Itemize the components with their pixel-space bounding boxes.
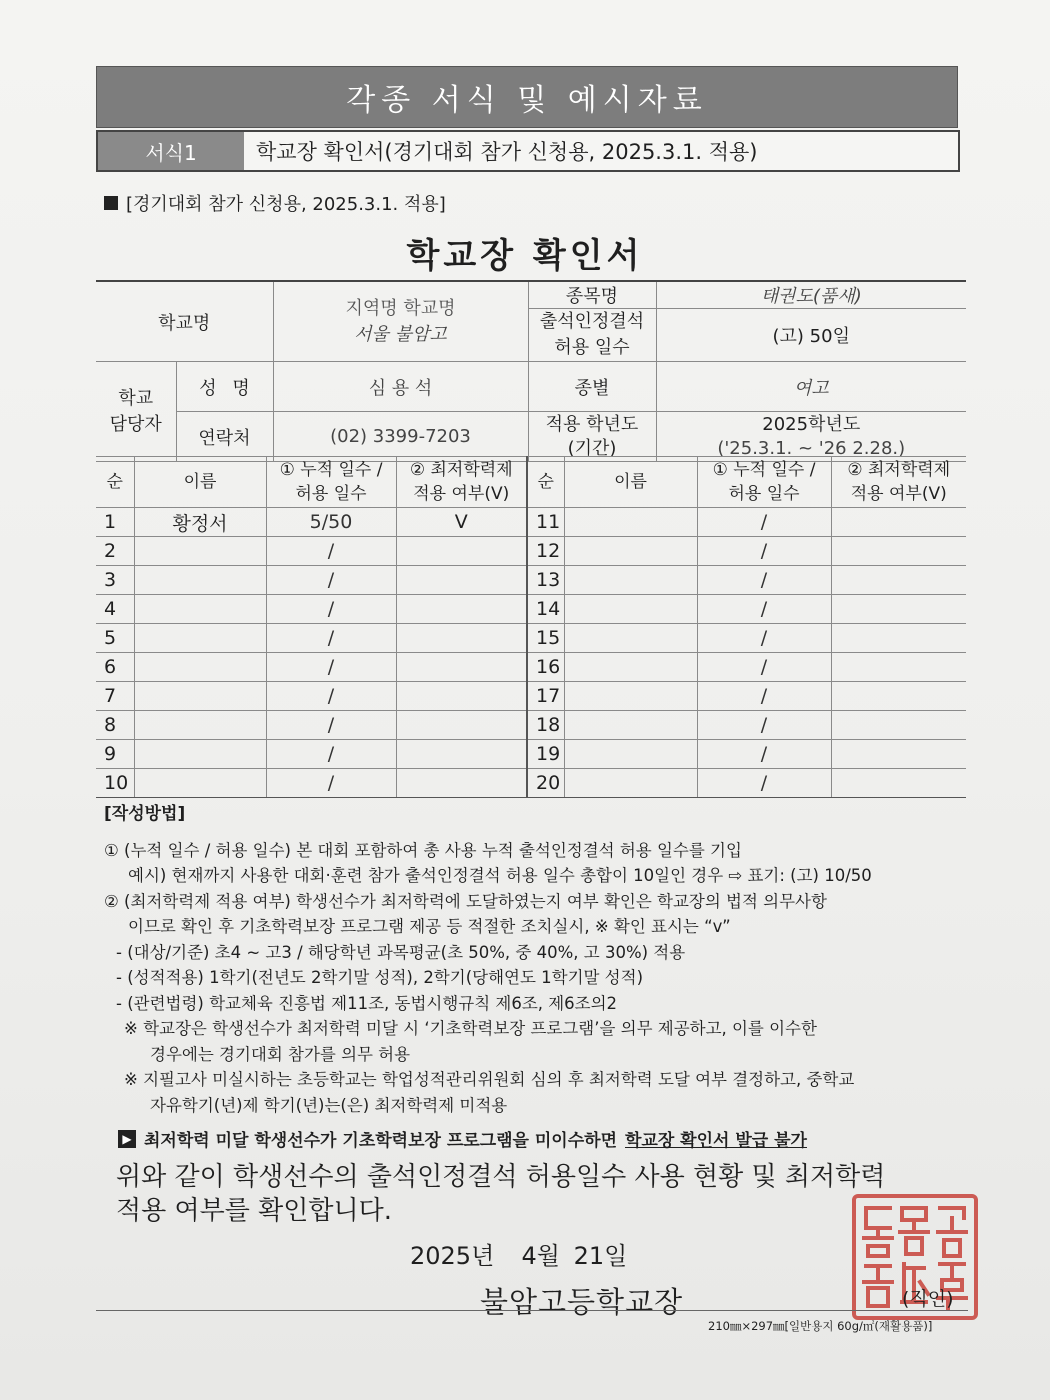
table-header	[96, 457, 966, 508]
name-label: 성 명	[176, 362, 273, 412]
issue-date: 2025년 4월 21일	[410, 1242, 628, 1270]
student-name	[134, 769, 266, 798]
min-check-cell	[831, 508, 966, 537]
type-label: 종별	[528, 362, 656, 412]
section-banner: 각종 서식 및 예시자료	[96, 66, 958, 128]
col-min-2	[831, 457, 966, 508]
table-row	[96, 624, 966, 653]
instruction-line: 예시) 현재까지 사용한 대회·훈련 참가 출석인정결석 허용 일수 총합이 10일인 경우 ⇨ 표기: (고) 10/50	[128, 866, 872, 885]
table-row	[96, 566, 966, 595]
row-number: 19	[527, 740, 564, 769]
sport-label: 종목명	[528, 281, 656, 309]
col-days-label: ① 누적 일수 /	[279, 460, 383, 480]
student-name	[134, 682, 266, 711]
seal-label: (직인)	[902, 1288, 954, 1310]
student-name	[564, 508, 697, 537]
student-name	[564, 537, 697, 566]
days-cell: /	[266, 624, 396, 653]
instruction-line: - (관련법령) 학교체육 진흥법 제11조, 동법시행규칙 제6조, 제6조의2	[116, 993, 618, 1013]
days-cell: /	[697, 508, 831, 537]
col-min-label: ② 최저학력제	[409, 460, 513, 480]
row-number: 10	[96, 769, 134, 798]
student-name	[134, 740, 266, 769]
year-label: 적용 학년도	[545, 413, 639, 435]
student-name	[134, 653, 266, 682]
row-number: 1	[96, 508, 134, 537]
student-name	[564, 653, 697, 682]
instruction-line: ② (최저학력제 적용 여부) 학생선수가 최저학력에 도달하였는지 여부 확인은 학교장의 법적 의무사항	[104, 891, 827, 911]
school-label: 학교명	[96, 281, 273, 362]
days-cell: /	[697, 769, 831, 798]
instruction-line: 자유학기(년)제 학기(년)는(은) 최저학력제 미적용	[150, 1095, 508, 1115]
row-number: 8	[96, 711, 134, 740]
col-name: 이름	[134, 457, 266, 508]
instruction-line: ※ 학교장은 학생선수가 최저학력 미달 시 ‘기초학력보장 프로그램’을 의무 제공하고, 이를 이수한	[124, 1019, 817, 1038]
table-row	[96, 653, 966, 682]
days-cell: /	[697, 711, 831, 740]
arrow-right-icon: ▶	[118, 1130, 136, 1148]
min-check-cell	[831, 566, 966, 595]
contact-label: 연락처	[176, 412, 273, 462]
sport-value: 태권도(품새)	[656, 281, 966, 309]
days-cell: /	[697, 566, 831, 595]
col-min-label-2: 적용 여부(V)	[413, 484, 510, 504]
student-name	[564, 769, 697, 798]
row-number: 5	[96, 624, 134, 653]
instruction-line: 이므로 확인 후 기초학력보장 프로그램 제공 등 적절한 조치실시, ※ 확인 표시는 “v”	[128, 917, 731, 936]
row-number: 20	[527, 769, 564, 798]
days-cell: /	[266, 682, 396, 711]
col-min-label: ② 최저학력제	[847, 460, 951, 480]
days-cell: /	[697, 624, 831, 653]
days-cell: /	[266, 566, 396, 595]
table-row	[96, 508, 966, 537]
row-number: 16	[527, 653, 564, 682]
student-table	[96, 456, 966, 798]
instruction-line: - (대상/기준) 초4 ~ 고3 / 해당학년 과목평균(초 50%, 중 40%, 고 30%) 적용	[116, 942, 686, 962]
col-no-2: 순	[527, 457, 564, 508]
col-days-2	[697, 457, 831, 508]
table-row	[96, 682, 966, 711]
min-check-cell	[396, 682, 527, 711]
student-name	[564, 624, 697, 653]
row-number: 11	[527, 508, 564, 537]
type-value: 여고	[656, 362, 966, 412]
row-number: 9	[96, 740, 134, 769]
row-number: 2	[96, 537, 134, 566]
row-number: 18	[527, 711, 564, 740]
instruction-line: 경우에는 경기대회 참가를 의무 허용	[150, 1044, 411, 1064]
days-cell: /	[266, 769, 396, 798]
student-name	[134, 624, 266, 653]
form-title-bar	[96, 130, 960, 172]
min-check-cell	[831, 537, 966, 566]
days-cell: /	[266, 740, 396, 769]
col-name-2: 이름	[564, 457, 697, 508]
min-check-cell: V	[396, 508, 527, 537]
student-name	[564, 740, 697, 769]
col-min	[396, 457, 527, 508]
row-number: 6	[96, 653, 134, 682]
min-check-cell	[396, 595, 527, 624]
row-number: 15	[527, 624, 564, 653]
manager-label-2: 담당자	[109, 413, 162, 435]
days-cell: /	[697, 537, 831, 566]
min-check-cell	[396, 740, 527, 769]
student-name	[564, 566, 697, 595]
row-number: 7	[96, 682, 134, 711]
student-name: 황정서	[134, 508, 266, 537]
min-check-cell	[396, 711, 527, 740]
days-cell: /	[697, 740, 831, 769]
confirmation-statement	[116, 1160, 976, 1228]
col-days-label-2: 허용 일수	[728, 484, 800, 504]
table-body	[96, 508, 966, 798]
min-check-cell	[831, 653, 966, 682]
days-cell: /	[266, 537, 396, 566]
min-check-cell	[831, 740, 966, 769]
table-row	[96, 769, 966, 798]
instruction-line: ① (누적 일수 / 허용 일수) 본 대회 포함하여 총 사용 누적 출석인정결석 허용 일수를 기입	[104, 840, 742, 860]
min-check-cell	[831, 624, 966, 653]
instruction-line: ※ 지필고사 미실시하는 초등학교는 학업성적관리위원회 심의 후 최저학력 도달 여부 결정하고, 중학교	[124, 1070, 855, 1089]
min-check-cell	[831, 682, 966, 711]
min-check-cell	[831, 769, 966, 798]
year-label-2: (기간)	[567, 437, 617, 459]
notice	[118, 1126, 807, 1151]
min-check-cell	[831, 711, 966, 740]
days-cell: /	[266, 595, 396, 624]
absence-value: (고) 50일	[656, 309, 966, 362]
student-name	[564, 711, 697, 740]
confirmation-line: 위와 같이 학생선수의 출석인정결석 허용일수 사용 현황 및 최저학력	[116, 1162, 886, 1192]
absence-label: 출석인정결석	[539, 311, 645, 332]
square-bullet-icon	[104, 196, 118, 210]
row-number: 12	[527, 537, 564, 566]
document-title: 학교장 확인서	[406, 236, 644, 276]
col-days	[266, 457, 396, 508]
days-cell: 5/50	[266, 508, 396, 537]
min-check-cell	[396, 624, 527, 653]
min-check-cell	[396, 566, 527, 595]
principal-name: 불암고등학교장	[480, 1285, 684, 1319]
days-cell: /	[697, 653, 831, 682]
absence-label-2: 허용 일수	[554, 337, 630, 358]
confirmation-line-2: 적용 여부를 확인합니다.	[116, 1196, 392, 1226]
student-name	[134, 595, 266, 624]
form-code: 서식1	[98, 132, 244, 170]
col-min-label-2: 적용 여부(V)	[850, 484, 947, 504]
instructions	[104, 802, 974, 1118]
paper-spec-footer: 210㎜×297㎜[일반용지 60g/㎡(재활용품)]	[708, 1319, 933, 1333]
col-days-label: ① 누적 일수 /	[712, 460, 816, 480]
year-period: ('25.3.1. ~ '26 2.28.)	[717, 437, 906, 459]
days-cell: /	[697, 682, 831, 711]
table-row	[96, 711, 966, 740]
notice-underlined: 학교장 확인서 발급 불가	[625, 1131, 807, 1151]
row-number: 4	[96, 595, 134, 624]
row-number: 13	[527, 566, 564, 595]
min-check-cell	[396, 537, 527, 566]
contact-value: (02) 3399-7203	[273, 412, 528, 462]
student-name	[564, 595, 697, 624]
year-value: 2025학년도	[762, 413, 861, 435]
info-table	[96, 280, 966, 462]
table-row	[96, 740, 966, 769]
table-row	[96, 537, 966, 566]
days-cell: /	[266, 711, 396, 740]
days-cell: /	[697, 595, 831, 624]
student-name	[134, 711, 266, 740]
row-number: 3	[96, 566, 134, 595]
days-cell: /	[266, 653, 396, 682]
row-number: 17	[527, 682, 564, 711]
col-no: 순	[96, 457, 134, 508]
school-value: 서울 불암고	[354, 323, 447, 345]
form-title: 학교장 확인서(경기대회 참가 신청용, 2025.3.1. 적용)	[256, 140, 758, 164]
instruction-line: - (성적적용) 1학기(전년도 2학기말 성적), 2학기(당해연도 1학기말 성적)	[116, 968, 644, 987]
student-name	[134, 537, 266, 566]
subheading	[104, 190, 446, 216]
min-check-cell	[396, 653, 527, 682]
instructions-heading: [작성방법]	[104, 804, 186, 824]
row-number: 14	[527, 595, 564, 624]
subheading-text: [경기대회 참가 신청용, 2025.3.1. 적용]	[126, 194, 446, 215]
name-value: 심 용 석	[273, 362, 528, 412]
student-name	[134, 566, 266, 595]
col-days-label-2: 허용 일수	[295, 484, 367, 504]
student-name	[564, 682, 697, 711]
footer-rule	[96, 1310, 968, 1311]
school-hint: 지역명 학교명	[345, 297, 456, 319]
min-check-cell	[396, 769, 527, 798]
min-check-cell	[831, 595, 966, 624]
notice-text: 최저학력 미달 학생선수가 기초학력보장 프로그램을 미이수하면	[144, 1131, 617, 1151]
manager-label: 학교	[118, 387, 154, 409]
table-row	[96, 595, 966, 624]
